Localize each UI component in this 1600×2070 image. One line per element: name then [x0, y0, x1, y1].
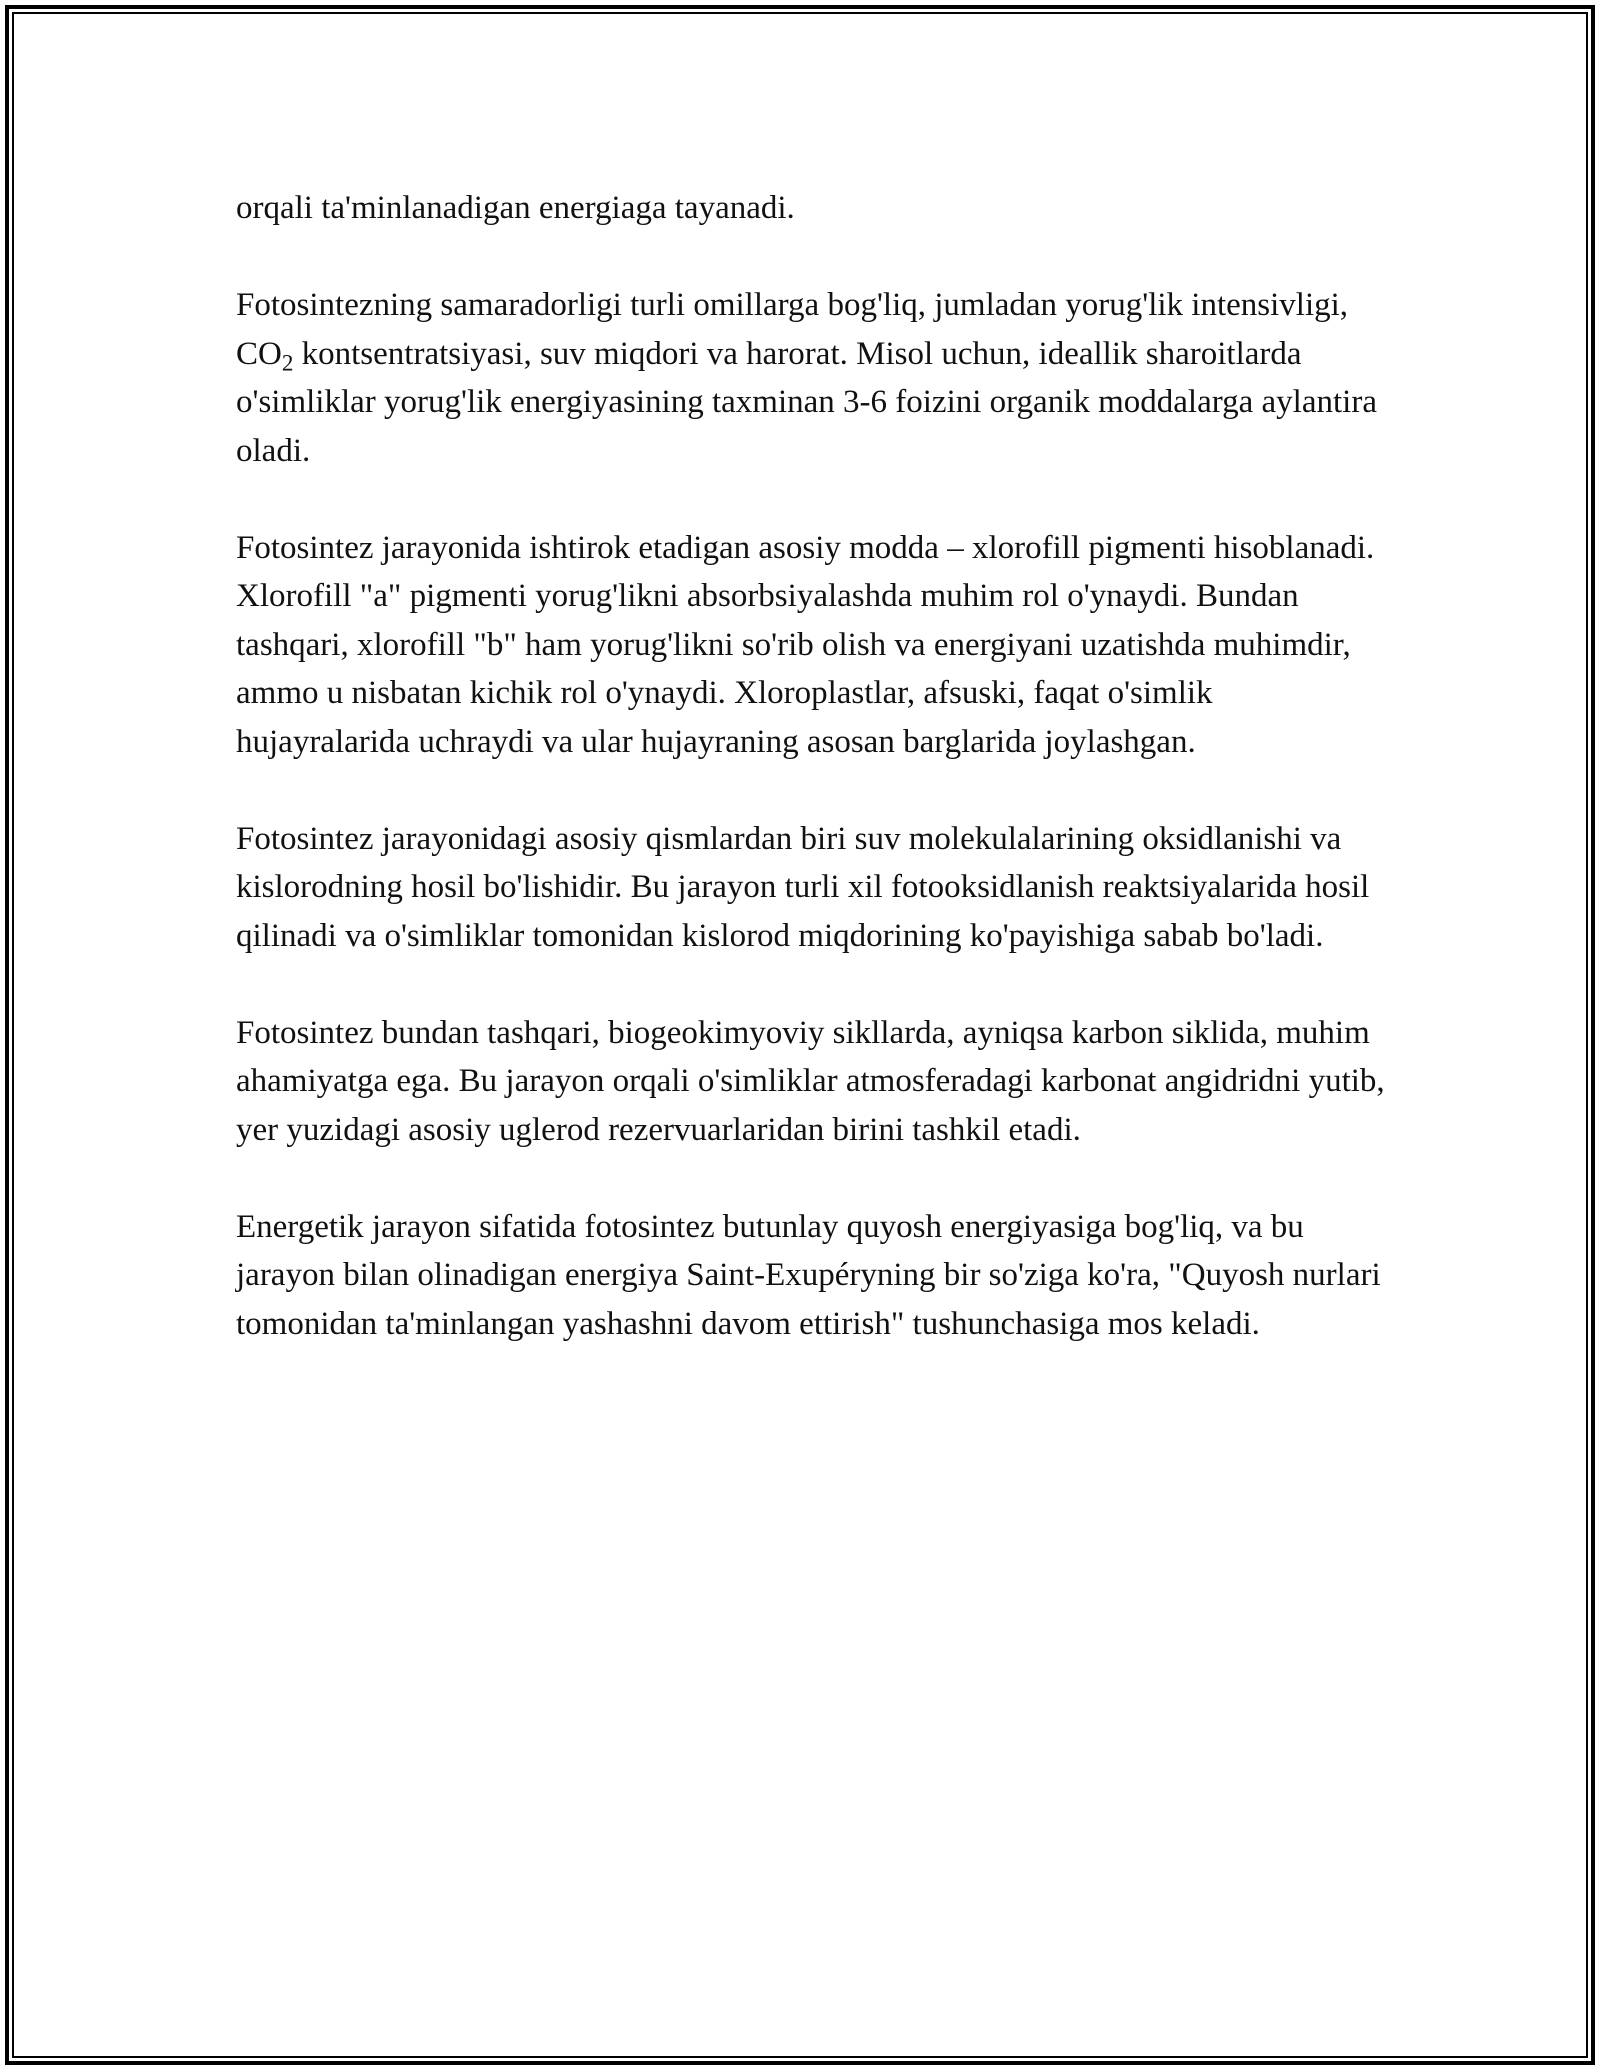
paragraph-2-text-b: kontsentratsiyasi, suv miqdori va harorat. Misol uchun, ideallik sharoitlarda o'simliklar yorug'lik energiyasining taxminan 3-6 foizini organik moddalarga aylantira oladi. [236, 335, 1377, 469]
paragraph-5: Fotosintez bundan tashqari, biogeokimyoviy sikllarda, ayniqsa karbon siklida, muhim ahamiyatga ega. Bu jarayon orqali o'simliklar atmosferadagi karbonat angidridni yutib, yer yuzidagi asosiy uglerod rezervuarlaridan birini tashkil etadi. [236, 1014, 1385, 1148]
paragraph-1: orqali ta'minlanadigan energiaga tayanadi. [236, 190, 795, 226]
paragraph-2 [236, 281, 1386, 475]
paragraph-6: Energetik jarayon sifatida fotosintez butunlay quyosh energiyasiga bog'liq, va bu jarayon bilan olinadigan energiya Saint-Exupéryning bir so'ziga ko'ra, "Quyosh nurlari tomonidan ta'minlangan yashashni davom ettirish" tushunchasiga mos keladi. [236, 1208, 1381, 1342]
paragraph-4: Fotosintez jarayonidagi asosiy qismlardan biri suv molekulalarining oksidlanishi va kislorodning hosil bo'lishidir. Bu jarayon turli xil fotooksidlanish reaktsiyalarida hosil qilinadi va o'simliklar tomonidan kislorod miqdorining ko'payishiga sabab bo'ladi. [236, 820, 1370, 954]
paragraph-2-text-a: Fotosintezning samaradorligi turli omillarga bog'liq, jumladan yorug'lik intensivligi, CO [236, 287, 1349, 372]
co2-subscript: 2 [281, 348, 294, 375]
document-body [236, 184, 1386, 1397]
paragraph-3: Fotosintez jarayonida ishtirok etadigan asosiy modda – xlorofill pigmenti hisoblanadi. Xlorofill "a" pigmenti yorug'likni absorbsiyalashda muhim rol o'ynaydi. Bundan tashqari, xlorofill "b" ham yorug'likni so'rib olish va energiyani uzatishda muhimdir, ammo u nisbatan kichik rol o'ynaydi. Xloroplastlar, afsuski, faqat o'simlik hujayralarida uchraydi va ular hujayraning asosan barglarida joylashgan. [236, 529, 1375, 760]
